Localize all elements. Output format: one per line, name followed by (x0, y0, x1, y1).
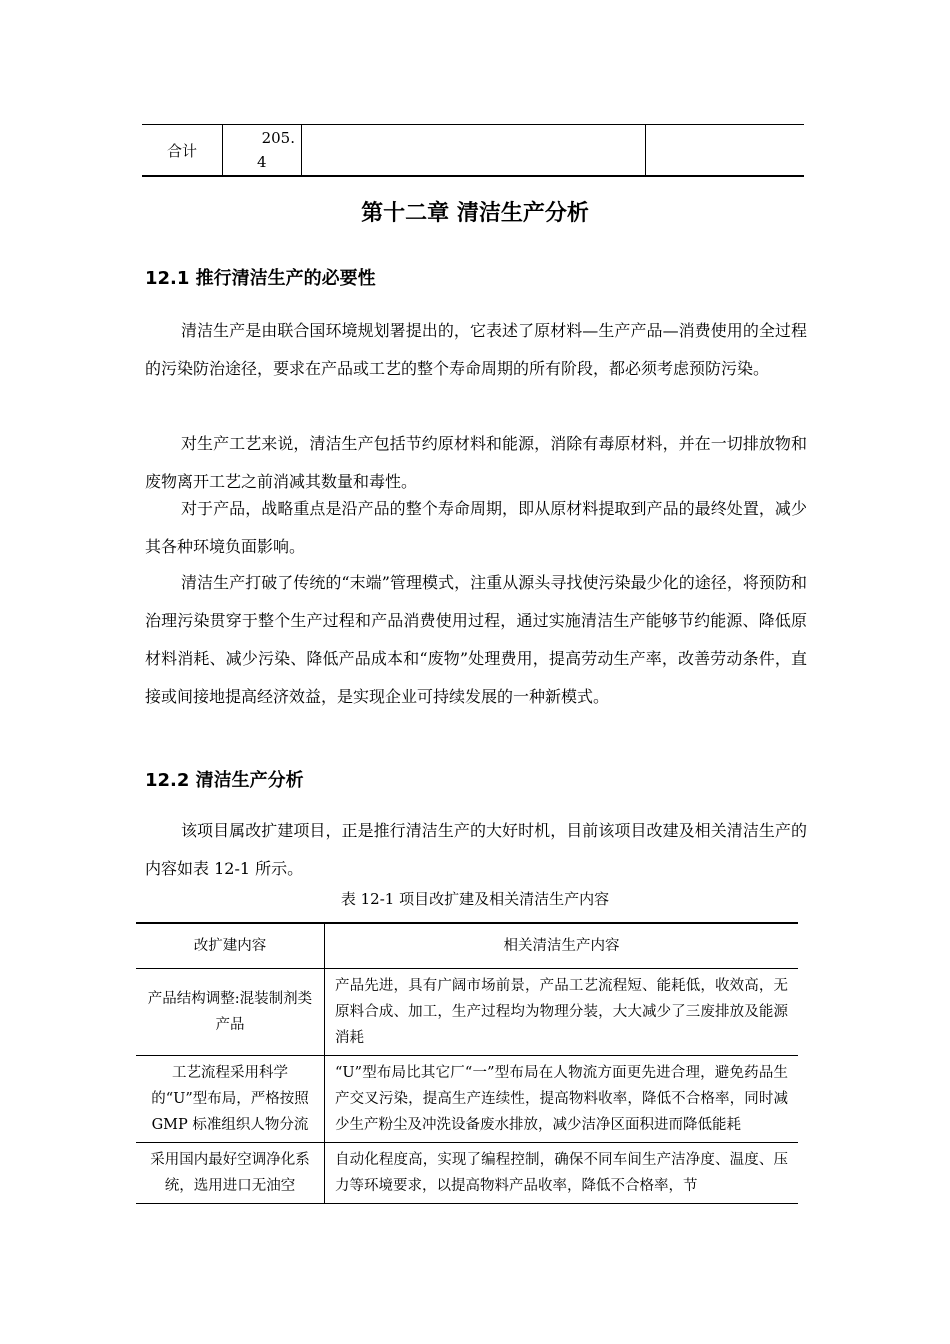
table-cell: “U”型布局比其它厂“一”型布局在人物流方面更先进合理，避免药品生产交叉污染，提高生产连续性，提高物料收率，降低不合格率，同时减少生产粉尘及冲洗设备废水排放，减少洁净区面积进而降低能耗 (325, 1056, 799, 1143)
table-cell: 自动化程度高，实现了编程控制，确保不同车间生产洁净度、温度、压力等环境要求，以提高物料产品收率，降低不合格率，节 (325, 1143, 799, 1204)
paragraph: 该项目属改扩建项目，正是推行清洁生产的大好时机，目前该项目改建及相关清洁生产的内容如表 12-1 所示。 (145, 821, 807, 878)
table-cell: 采用国内最好空调净化系统，选用进口无油空 (136, 1143, 325, 1204)
total-value-line2: 4 (257, 153, 267, 171)
section-heading-12-2: 12.2 清洁生产分析 (145, 770, 304, 791)
summary-table (142, 124, 804, 177)
column-header: 相关清洁生产内容 (325, 923, 799, 969)
paragraph: 清洁生产打破了传统的“末端”管理模式，注重从源头寻找使污染最少化的途径，将预防和治理污染贯穿于整个生产过程和产品消费使用过程，通过实施清洁生产能够节约能源、降低原材料消耗、减少污染、降低产品成本和“废物”处理费用，提高劳动生产率，改善劳动条件，直接或间接地提高经济效益，是实现企业可持续发展的一种新模式。 (145, 573, 807, 706)
column-header: 改扩建内容 (136, 923, 325, 969)
table-row (136, 1143, 798, 1204)
table-row (142, 125, 804, 177)
table-header-row (136, 923, 798, 969)
empty-cell (646, 125, 805, 177)
table-row (136, 1056, 798, 1143)
total-value-line1: 205. (261, 129, 295, 147)
paragraph: 对于产品，战略重点是沿产品的整个寿命周期，即从原材料提取到产品的最终处置，减少其各种环境负面影响。 (145, 499, 807, 556)
total-label: 合计 (142, 125, 223, 177)
table-cell: 产品结构调整:混装制剂类产品 (136, 969, 325, 1056)
table-caption: 表 12-1 项目改扩建及相关清洁生产内容 (340, 890, 610, 908)
table-cell: 产品先进，具有广阔市场前景，产品工艺流程短、能耗低，收效高，无原料合成、加工，生产过程均为物理分装，大大减少了三废排放及能源消耗 (325, 969, 799, 1056)
table-row (136, 969, 798, 1056)
empty-cell (302, 125, 646, 177)
chapter-title: 第十二章 清洁生产分析 (361, 201, 589, 226)
section-heading-12-1: 12.1 推行清洁生产的必要性 (145, 268, 376, 289)
paragraph: 清洁生产是由联合国环境规划署提出的，它表述了原材料—生产产品—消费使用的全过程的污染防治途径，要求在产品或工艺的整个寿命周期的所有阶段，都必须考虑预防污染。 (145, 321, 807, 378)
table-cell: 工艺流程采用科学的“U”型布局，严格按照 GMP 标准组织人物分流 (136, 1056, 325, 1143)
total-value (223, 125, 302, 177)
paragraph: 对生产工艺来说，清洁生产包括节约原材料和能源，消除有毒原材料，并在一切排放物和废物离开工艺之前消减其数量和毒性。 (145, 434, 807, 491)
cleaner-production-table (136, 922, 798, 1204)
